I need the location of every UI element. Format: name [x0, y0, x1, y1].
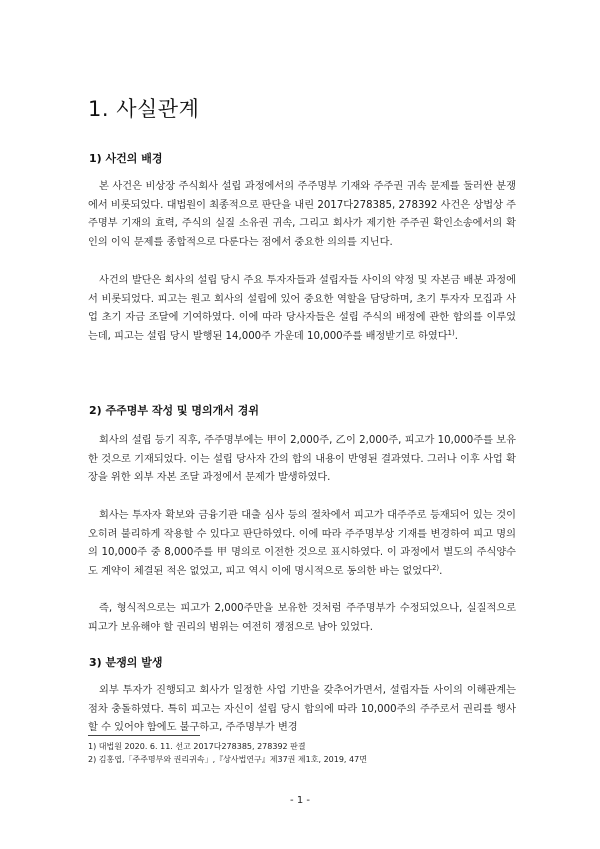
paragraph-tail: .: [439, 566, 443, 578]
paragraph: [88, 682, 516, 738]
paragraph: [88, 507, 516, 582]
paragraph-text: 회사의 설립 등기 직후, 주주명부에는 甲이 2,000주, 乙이 2,000주, 피고가 10,000주를 보유한 것으로 기재되었다. 이는 설립 당사자 간의 합의 내용이 반영된 결과였다. 그러나 이후 사업 확장을 위한 외부 자본 조달 과정에서 문제가 발생하였다.: [88, 435, 516, 484]
section-heading-dispute: 3) 분쟁의 발생: [89, 656, 163, 669]
footnote-ref[interactable]: 2): [431, 564, 440, 573]
paragraph: [88, 600, 516, 637]
paragraph: [88, 272, 516, 347]
paragraph-text: 외부 투자가 진행되고 회사가 일정한 사업 기반을 갖추어가면서, 설립자들 사이의 이해관계는 점차 충돌하였다. 특히 피고는 자신이 설립 당시 합의에 따라 10,000주의 주주로서 권리를 행사할 수 있어야 함에도 불구하고, 주주명부가 변경: [88, 685, 516, 734]
page-number: - 1 -: [290, 795, 310, 806]
paragraph: [88, 432, 516, 488]
footnote-list: [88, 740, 518, 766]
footnote-divider: [88, 735, 200, 736]
section-heading-background: 1) 사건의 배경: [89, 152, 163, 165]
paragraph-text: 본 사건은 비상장 주식회사 설립 과정에서의 주주명부 기재와 주주권 귀속 문제를 둘러싼 분쟁에서 비롯되었다. 대법원이 최종적으로 판단을 내린 2017다278385, 278392 사건은 상법상 주주명부 기재의 효력, 주식의 실질 소유권 귀속, 그리고 회사가 제기한 주주권 확인소송에서의 확인의 이익 문제를 종합적으로 다룬다는 점에서 중요한 의의를 지닌다.: [88, 181, 516, 249]
paragraph-text: 즉, 형식적으로는 피고가 2,000주만을 보유한 것처럼 주주명부가 수정되었으나, 실질적으로 피고가 보유해야 할 권리의 범위는 여전히 쟁점으로 남아 있었다.: [88, 603, 516, 633]
footnote-item: 1) 대법원 2020. 6. 11. 선고 2017다278385, 278392 판결: [88, 742, 306, 751]
paragraph-text: 사건의 발단은 회사의 설립 당시 주요 투자자들과 설립자들 사이의 약정 및 자본금 배분 과정에서 비롯되었다. 피고는 원고 회사의 설립에 있어 중요한 역할을 담당하며, 초기 투자자 모집과 사업 초기 자금 조달에 기여하였다. 이에 따라 당사자들은 설립 주식의 배정에 관한 합의를 이루었는데, 피고는 설립 당시 발행된 14,000주 가운데 10,000주를 배정받기로 하였다: [88, 275, 516, 343]
footnote-ref[interactable]: 1): [447, 329, 455, 338]
paragraph-tail: .: [454, 331, 458, 343]
paragraph-text: 회사는 투자자 확보와 금융기관 대출 심사 등의 절차에서 피고가 대주주로 등재되어 있는 것이 오히려 불리하게 작용할 수 있다고 판단하였다. 이에 따라 주주명부상 기재를 변경하여 피고 명의의 10,000주 중 8,000주를 甲 명의로 이전한 것으로 표시하였다. 이 과정에서 별도의 주식양수도 계약이 체결된 적은 없었고, 피고 역시 이에 명시적으로 동의한 바는 없었다: [88, 510, 516, 578]
chapter-title: 1. 사실관계: [88, 97, 200, 121]
section-heading-shareholder-register: 2) 주주명부 작성 및 명의개서 경위: [89, 404, 259, 417]
paragraph: [88, 178, 516, 253]
footnote-item: 2) 김홍엽,「주주명부와 권리귀속」,『상사법연구』제37권 제1호, 2019, 47면: [88, 755, 367, 764]
